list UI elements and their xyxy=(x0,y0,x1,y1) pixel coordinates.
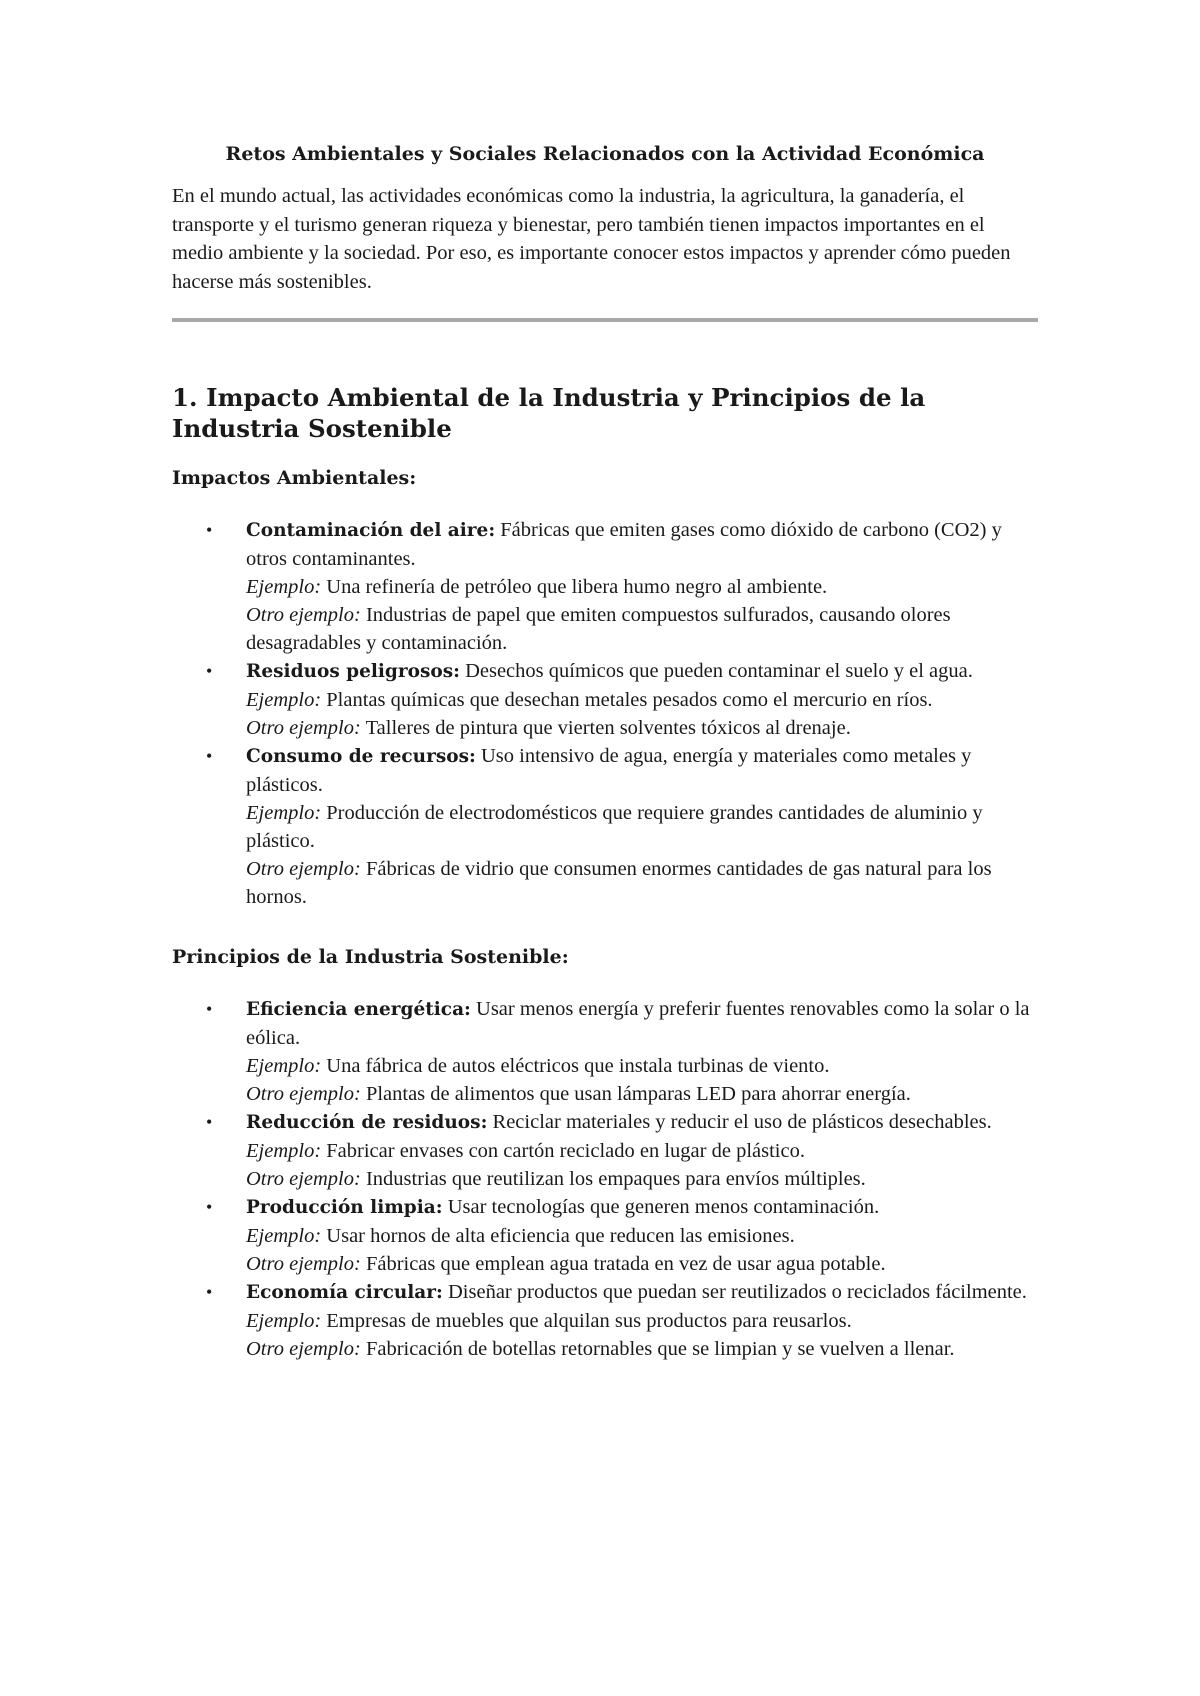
bullet-icon: • xyxy=(206,999,213,1019)
other-example-text: Plantas de alimentos que usan lámparas LED para ahorrar energía. xyxy=(360,1083,911,1105)
other-example-label: Otro ejemplo: xyxy=(246,604,361,626)
item-term: Eficiencia energética: xyxy=(246,999,471,1020)
item-main xyxy=(246,1108,1038,1137)
bullet-icon: • xyxy=(206,661,213,681)
item-example xyxy=(246,573,1038,601)
item-description: Usar tecnologías que generen menos contaminación. xyxy=(442,1196,880,1218)
example-text: Empresas de muebles que alquilan sus productos para reusarlos. xyxy=(321,1310,852,1332)
horizontal-divider xyxy=(172,318,1038,322)
bullet-icon: • xyxy=(206,746,213,766)
item-other-example xyxy=(246,714,1038,742)
list-item xyxy=(172,1193,1038,1278)
document-page xyxy=(172,140,1038,1363)
other-example-text: Fábricas que emplean agua tratada en vez de usar agua potable. xyxy=(360,1253,886,1275)
bullet-icon: • xyxy=(206,1112,213,1132)
example-text: Una refinería de petróleo que libera humo negro al ambiente. xyxy=(321,576,828,598)
example-label: Ejemplo: xyxy=(246,1140,322,1162)
item-other-example xyxy=(246,1335,1038,1363)
other-example-text: Industrias de papel que emiten compuestos sulfurados, causando olores desagradables y contaminación. xyxy=(246,604,951,654)
example-label: Ejemplo: xyxy=(246,689,322,711)
other-example-text: Industrias que reutilizan los empaques para envíos múltiples. xyxy=(360,1168,866,1190)
item-main xyxy=(246,516,1038,573)
other-example-label: Otro ejemplo: xyxy=(246,1338,361,1360)
item-example xyxy=(246,1052,1038,1080)
other-example-text: Fábricas de vidrio que consumen enormes cantidades de gas natural para los hornos. xyxy=(246,858,992,908)
item-other-example xyxy=(246,601,1038,657)
item-example xyxy=(246,799,1038,855)
item-example xyxy=(246,686,1038,714)
list-item xyxy=(172,742,1038,911)
item-description: Diseñar productos que puedan ser reutilizados o reciclados fácilmente. xyxy=(442,1281,1027,1303)
item-term: Consumo de recursos: xyxy=(246,746,476,767)
item-main xyxy=(246,742,1038,799)
item-example xyxy=(246,1137,1038,1165)
other-example-label: Otro ejemplo: xyxy=(246,717,361,739)
example-text: Producción de electrodomésticos que requiere grandes cantidades de aluminio y plástico. xyxy=(246,802,983,852)
item-description: Desechos químicos que pueden contaminar el suelo y el agua. xyxy=(459,660,973,682)
example-text: Una fábrica de autos eléctricos que instala turbinas de viento. xyxy=(321,1055,830,1077)
item-other-example xyxy=(246,855,1038,911)
item-term: Residuos peligrosos: xyxy=(246,661,460,682)
item-other-example xyxy=(246,1250,1038,1278)
principles-list xyxy=(172,995,1038,1363)
list-item xyxy=(172,1108,1038,1193)
item-description: Reciclar materiales y reducir el uso de plásticos desechables. xyxy=(487,1111,992,1133)
item-other-example xyxy=(246,1165,1038,1193)
item-term: Producción limpia: xyxy=(246,1197,443,1218)
item-example xyxy=(246,1222,1038,1250)
other-example-text: Talleres de pintura que vierten solventes tóxicos al drenaje. xyxy=(360,717,851,739)
item-term: Economía circular: xyxy=(246,1282,443,1303)
section-heading: 1. Impacto Ambiental de la Industria y Principios de la Industria Sostenible xyxy=(172,383,926,443)
intro-paragraph: En el mundo actual, las actividades económicas como la industria, la agricultura, la ganadería, el transporte y el turismo generan riqueza y bienestar, pero también tienen impactos importantes en el medio ambiente y la sociedad. Por eso, es importante conocer estos impactos y aprender cómo pueden hacerse más sostenibles. xyxy=(172,185,1011,293)
example-label: Ejemplo: xyxy=(246,576,322,598)
example-label: Ejemplo: xyxy=(246,802,322,824)
principles-heading: Principios de la Industria Sostenible: xyxy=(172,946,569,968)
item-description: Uso intensivo de agua, energía y materiales como metales y plásticos. xyxy=(246,745,972,796)
example-label: Ejemplo: xyxy=(246,1225,322,1247)
item-other-example xyxy=(246,1080,1038,1108)
example-text: Plantas químicas que desechan metales pesados como el mercurio en ríos. xyxy=(321,689,933,711)
item-description: Fábricas que emiten gases como dióxido de carbono (CO2) y otros contaminantes. xyxy=(246,519,1002,570)
document-title: Retos Ambientales y Sociales Relacionados con la Actividad Económica xyxy=(225,143,985,165)
item-main xyxy=(246,995,1038,1052)
item-main xyxy=(246,657,1038,686)
example-text: Usar hornos de alta eficiencia que reducen las emisiones. xyxy=(321,1225,795,1247)
other-example-label: Otro ejemplo: xyxy=(246,1083,361,1105)
list-item xyxy=(172,995,1038,1108)
list-item xyxy=(172,657,1038,742)
impacts-list xyxy=(172,516,1038,911)
item-example xyxy=(246,1307,1038,1335)
example-label: Ejemplo: xyxy=(246,1310,322,1332)
other-example-label: Otro ejemplo: xyxy=(246,1168,361,1190)
other-example-label: Otro ejemplo: xyxy=(246,858,361,880)
bullet-icon: • xyxy=(206,520,213,540)
impacts-heading: Impactos Ambientales: xyxy=(172,467,417,489)
other-example-text: Fabricación de botellas retornables que se limpian y se vuelven a llenar. xyxy=(360,1338,955,1360)
bullet-icon: • xyxy=(206,1282,213,1302)
item-description: Usar menos energía y preferir fuentes renovables como la solar o la eólica. xyxy=(246,998,1030,1049)
other-example-label: Otro ejemplo: xyxy=(246,1253,361,1275)
item-main xyxy=(246,1193,1038,1222)
item-term: Contaminación del aire: xyxy=(246,520,496,541)
item-term: Reducción de residuos: xyxy=(246,1112,488,1133)
example-text: Fabricar envases con cartón reciclado en lugar de plástico. xyxy=(321,1140,805,1162)
item-main xyxy=(246,1278,1038,1307)
list-item xyxy=(172,516,1038,657)
example-label: Ejemplo: xyxy=(246,1055,322,1077)
bullet-icon: • xyxy=(206,1197,213,1217)
list-item xyxy=(172,1278,1038,1363)
